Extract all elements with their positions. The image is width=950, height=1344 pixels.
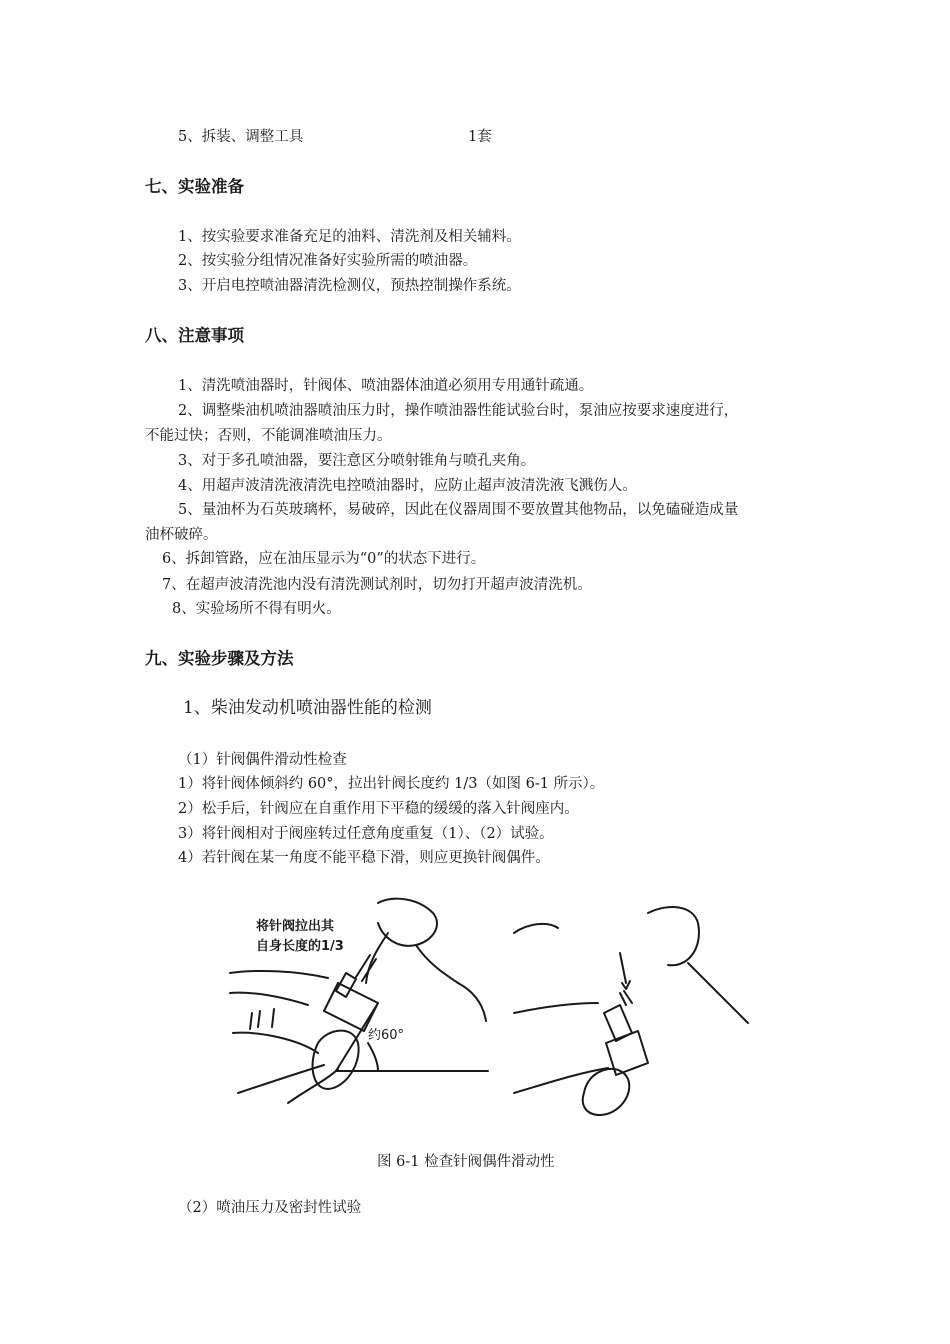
sub-2-title: （2）喷油压力及密封性试验 [178,1200,362,1216]
sub-1-step-3: 3）将针阀相对于阀座转过任意角度重复（1）、（2）试验。 [178,826,554,842]
figure-label-line-2: 自身长度的1/3 [256,939,344,954]
section-8-item-4: 4、用超声波清洗液清洗电控喷油器时，应防止超声波清洗液飞溅伤人。 [178,478,637,494]
section-7-item-2: 2、按实验分组情况准备好实验所需的喷油器。 [178,253,478,269]
section-8-item-3: 3、对于多孔喷油器，要注意区分喷射锥角与喷孔夹角。 [178,453,536,469]
section-8-item-2-cont: 不能过快；否则，不能调准喷油压力。 [145,428,392,444]
section-8-item-6: 6、拆卸管路，应在油压显示为“0”的状态下进行。 [162,551,486,567]
sub-1-step-2: 2）松手后，针阀应在自重作用下平稳的缓缓的落入针阀座内。 [178,801,579,817]
figure-label-line-1: 将针阀拉出其 [256,919,335,934]
section-9-heading: 九、实验步骤及方法 [145,649,294,668]
sub-1-step-4: 4）若针阀在某一角度不能平稳下滑，则应更换针阀偶件。 [178,850,550,866]
section-8-item-8: 8、实验场所不得有明火。 [172,601,341,617]
section-9-subheading: 1、柴油发动机喷油器性能的检测 [183,698,432,718]
section-8-heading: 八、注意事项 [145,326,244,345]
figure-angle-label: 约60° [368,1028,405,1043]
figure-caption: 图 6-1 检查针阀偶件滑动性 [377,1154,555,1170]
section-8-item-7: 7、在超声波清洗池内没有清洗测试剂时，切勿打开超声波清洗机。 [162,577,592,593]
section-8-item-5: 5、量油杯为石英玻璃杯，易破碎，因此在仪器周围不要放置其他物品，以免磕碰造成量 [178,502,739,518]
tool-item-5: 5、拆装、调整工具 [178,129,304,145]
sub-1-title: （1）针阀偶件滑动性检查 [178,752,347,768]
tool-item-5-quantity: 1套 [468,129,492,145]
section-7-item-3: 3、开启电控喷油器清洗检测仪，预热控制操作系统。 [178,278,521,294]
section-8-item-2: 2、调整柴油机喷油器喷油压力时，操作喷油器性能试验台时，泵油应按要求速度进行， [178,403,739,419]
section-8-item-5-cont: 油杯破碎。 [145,527,218,543]
figure-illustration [228,893,756,1127]
sub-1-step-1: 1）将针阀体倾斜约 60°，拉出针阀长度约 1/3（如图 6-1 所示）。 [178,776,605,792]
section-7-item-1: 1、按实验要求准备充足的油料、清洗剂及相关辅料。 [178,229,521,245]
figure-needle-valve-check [228,893,756,1127]
section-8-item-1: 1、清洗喷油器时，针阀体、喷油器体油道必须用专用通针疏通。 [178,378,594,394]
section-7-heading: 七、实验准备 [145,177,244,196]
